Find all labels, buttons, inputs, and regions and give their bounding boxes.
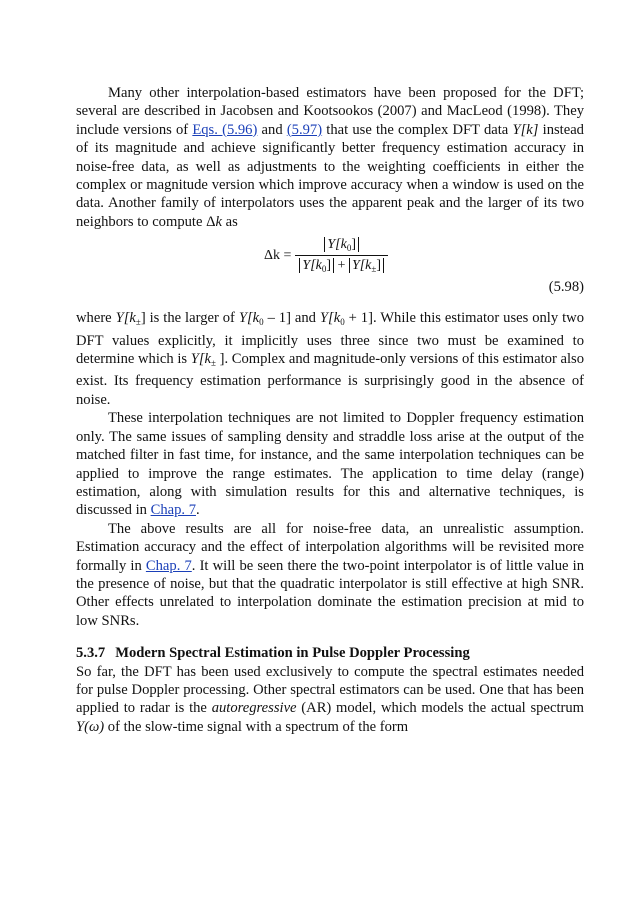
- math-y: Y[k: [238, 310, 260, 327]
- math-sub: ±: [210, 358, 216, 369]
- text-run: + 1]. While this estimator uses only two DFT values explicitly, it implicitly uses three since two must be examined to determine which is: [76, 310, 584, 368]
- text-run: These interpolation techniques are not limited to Doppler frequency estimation only. The same issues of sampling density and straddle loss arise at the output of the matched filter in fast time, for instance, and the same interpolation techniques can be applied to improve the range estimates. The application to time delay (range) estimation, along with simulation results for this and alternative techniques, is discussed in: [76, 410, 584, 519]
- math-plus: +: [337, 258, 346, 274]
- text-run: of the slow-time signal with a spectrum of the form: [104, 718, 409, 735]
- math-sub: 0: [346, 243, 352, 254]
- paragraph-noise-free: [76, 520, 584, 630]
- text-run: .: [196, 502, 200, 519]
- equation-number: (5.98): [548, 279, 584, 296]
- equation-numerator: [316, 237, 367, 255]
- link-chap-7-second[interactable]: Chap. 7: [145, 557, 192, 574]
- section-title: Modern Spectral Estimation in Pulse Doppler Processing: [115, 645, 470, 662]
- math-y: Y[k: [302, 258, 322, 274]
- math-yk: Y[k]: [512, 121, 539, 138]
- math-k: k: [215, 213, 222, 230]
- math-sub: 0: [259, 317, 264, 328]
- math-bracket: ]: [376, 258, 382, 274]
- link-eqs-5-96[interactable]: Eqs. (5.96): [192, 121, 258, 138]
- paragraph-modern-spectral: [76, 663, 584, 737]
- text-run: The above results are all for noise-free data, an unrealistic assumption. Estimation accuracy and the effect of interpolation algorithms will be revisited more formally in: [76, 520, 584, 574]
- math-y: Y[k: [351, 258, 372, 274]
- equation-5-98: [76, 235, 584, 309]
- text-run: So far, the DFT has been used exclusively to compute the spectral estimates needed for pulse Doppler processing. Other spectral estimators can be used. One that has been applied to radar is the: [76, 663, 584, 717]
- paragraph-where: [76, 309, 584, 409]
- math-sub: ±: [371, 264, 377, 275]
- text-run: Many other interpolation-based estimators have been proposed for the DFT; several are described in Jacobsen and Kootsookos (2007) and MacLeod (1998). They include versions of: [76, 85, 584, 138]
- math-sub: ±: [135, 317, 141, 328]
- text-run: that use the complex DFT data: [322, 121, 513, 138]
- math-y: Y[k: [327, 237, 347, 253]
- equation-body: [264, 237, 388, 274]
- section-heading: [76, 644, 584, 662]
- paragraph-interpolation-techniques: [76, 409, 584, 519]
- text-run: and: [257, 121, 287, 138]
- math-sub: 0: [321, 264, 327, 275]
- math-y: Y[k: [115, 310, 136, 327]
- math-sub: 0: [340, 317, 345, 328]
- text-run: instead of its magnitude and achieve significantly better frequency estimation accuracy in noise-free data, as well as adjustments to the weighting coefficients in either the complex or magnitude version which improve accuracy when a window is used on the data. Another family of interpolators uses the apparent peak and the larger of its two neighbors to compute Δ: [76, 121, 584, 230]
- text-run: ] is the larger of: [140, 310, 239, 327]
- document-page: [76, 84, 584, 736]
- text-run: (AR) model, which models the actual spectrum: [296, 700, 585, 717]
- text-run: – 1] and: [263, 310, 320, 327]
- equation-lhs: Δk =: [264, 247, 292, 263]
- italic-term: autoregressive: [211, 700, 297, 717]
- text-run: where: [76, 310, 116, 327]
- math-bracket: ]: [351, 237, 357, 253]
- math-y: Y[k: [319, 310, 341, 327]
- link-chap-7[interactable]: Chap. 7: [150, 502, 196, 519]
- equation-fraction: [295, 237, 388, 274]
- math-y: Y[k: [190, 351, 211, 368]
- link-eq-5-97[interactable]: (5.97): [286, 121, 323, 138]
- equation-denominator: [295, 255, 388, 274]
- math-bracket: ]: [326, 258, 332, 274]
- text-run: . It will be seen there the two-point interpolator is of little value in the presence of noise, but that the quadratic interpolator is still effective at high SNR. Other effects unrelated to interpolation dominate the estimation precision at mid to low SNRs.: [76, 557, 584, 629]
- math-y-omega: Y(ω): [76, 718, 105, 735]
- section-number: 5.3.7: [76, 645, 106, 662]
- paragraph-interpolators: [76, 84, 584, 231]
- text-run: ]. Complex and magnitude-only versions of this estimator also exist. Its frequency estimation performance is surprisingly good in the absence of noise.: [76, 351, 584, 408]
- text-run: as: [221, 213, 238, 230]
